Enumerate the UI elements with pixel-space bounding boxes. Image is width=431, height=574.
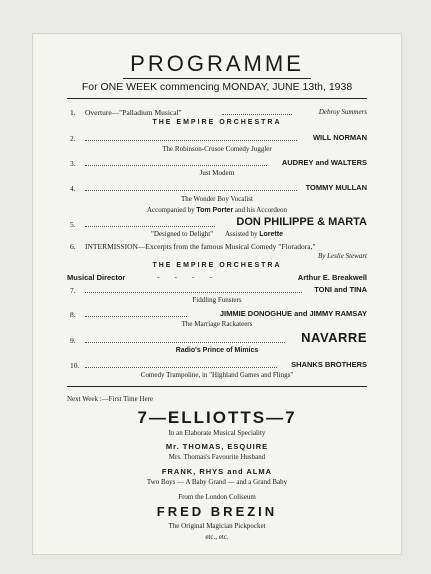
next-week-divider (67, 386, 367, 387)
act-name: TONI and TINA (314, 285, 367, 294)
item-label: INTERMISSION—Excerpts from the famous Musical Comedy "Floradora," (85, 242, 316, 251)
accompaniment-prefix: Accompanied by (146, 206, 195, 214)
act-name: SHANKS BROTHERS (291, 360, 367, 369)
programme-title: PROGRAMME (130, 51, 304, 76)
musical-director-name: Arthur E. Breakwell (297, 273, 367, 282)
act-description: Just Modern (199, 169, 235, 177)
musical-director-line (67, 272, 367, 284)
act-description: The Marriage Rackateers (181, 320, 253, 328)
leader-dots (85, 140, 297, 141)
act-tagline: "Designed to Delight" (151, 230, 214, 238)
programme-subtitle: For ONE WEEK commencing MONDAY, JUNE 13th, 1938 (81, 81, 353, 93)
act-name: TOMMY MULLAN (305, 183, 367, 192)
item-credit: By Leslie Stewart (318, 252, 367, 260)
leader-dots (85, 292, 302, 293)
item-number: 9. (70, 336, 76, 345)
next-act-2: Mr. THOMAS, ESQUIRE (165, 442, 269, 451)
item-6-orchestra: THE EMPIRE ORCHESTRA (152, 262, 282, 269)
title-rule (123, 78, 311, 79)
next-act-3: FRANK, RHYS and ALMA (161, 467, 273, 476)
item-number: 7. (70, 286, 76, 295)
act-accompaniment (67, 206, 367, 214)
leader-dots (85, 342, 285, 343)
assisted-prefix: Assisted by (225, 230, 258, 238)
accompanist-name: Tom Porter (196, 207, 234, 214)
act-description: The Wonder Boy Vocalist (181, 195, 253, 203)
item-number: 1. (70, 108, 76, 117)
act-name: AUDREY and WALTERS (281, 158, 367, 167)
leader-dots (222, 114, 292, 115)
musical-director-label: Musical Director (67, 273, 126, 282)
star-description: The Original Magician Pickpocket (168, 522, 266, 530)
etc-text: etc., etc. (205, 533, 229, 541)
leader-dots (85, 226, 215, 227)
item-number: 10. (70, 361, 80, 370)
act-description (67, 230, 367, 238)
act-name: NAVARRE (301, 330, 367, 345)
programme-item-4 (67, 183, 367, 195)
star-name: FRED BREZIN (156, 504, 278, 519)
accompaniment-suffix: and his Accordeon (234, 206, 288, 214)
item-number: 8. (70, 310, 76, 319)
leader-dots (85, 367, 277, 368)
item-1-orchestra: THE EMPIRE ORCHESTRA (152, 119, 282, 126)
act-description: The Robinson-Crusoe Comedy Juggler (162, 145, 272, 153)
from-venue: From the London Coliseum (178, 493, 256, 501)
act-name: WILL NORMAN (312, 133, 367, 142)
item-number: 6. (70, 242, 76, 251)
item-credit: Debroy Summers (318, 108, 367, 116)
next-act-3-description: Two Boys — A Baby Grand — and a Grand Baby (146, 478, 288, 486)
act-name: DON PHILIPPE & MARTA (236, 216, 367, 228)
next-week-headline: 7—ELLIOTTS—7 (137, 408, 297, 427)
leader-dots (85, 165, 267, 166)
item-number: 3. (70, 159, 76, 168)
act-description: Comedy Trampoline, in "Highland Games and Flings" (140, 371, 294, 379)
assistant-name: Lorette (259, 231, 283, 238)
act-description: Radio's Prince of Mimics (175, 347, 259, 354)
act-name: JIMMIE DONOGHUE and JIMMY RAMSAY (219, 309, 367, 318)
header-divider (67, 98, 367, 99)
programme-item-1 (67, 107, 367, 119)
leader-dots (85, 190, 297, 191)
programme-item-2 (67, 133, 367, 145)
act-description: Fiddling Funsters (192, 296, 242, 304)
item-number: 5. (70, 220, 76, 229)
leader-dots (85, 316, 187, 317)
musical-director-dashes: - - - - (157, 272, 212, 281)
headline-description: In an Elaborate Musical Speciality (168, 429, 266, 437)
next-act-2-description: Mrs. Thomas's Favourite Husband (168, 453, 266, 461)
programme-item-9 (67, 330, 367, 347)
programme-sheet (33, 34, 401, 554)
next-week-label: Next Week :—First Time Here (67, 395, 154, 403)
item-label: Overture—"Palladium Musical" (85, 108, 182, 117)
item-number: 4. (70, 184, 76, 193)
item-number: 2. (70, 134, 76, 143)
